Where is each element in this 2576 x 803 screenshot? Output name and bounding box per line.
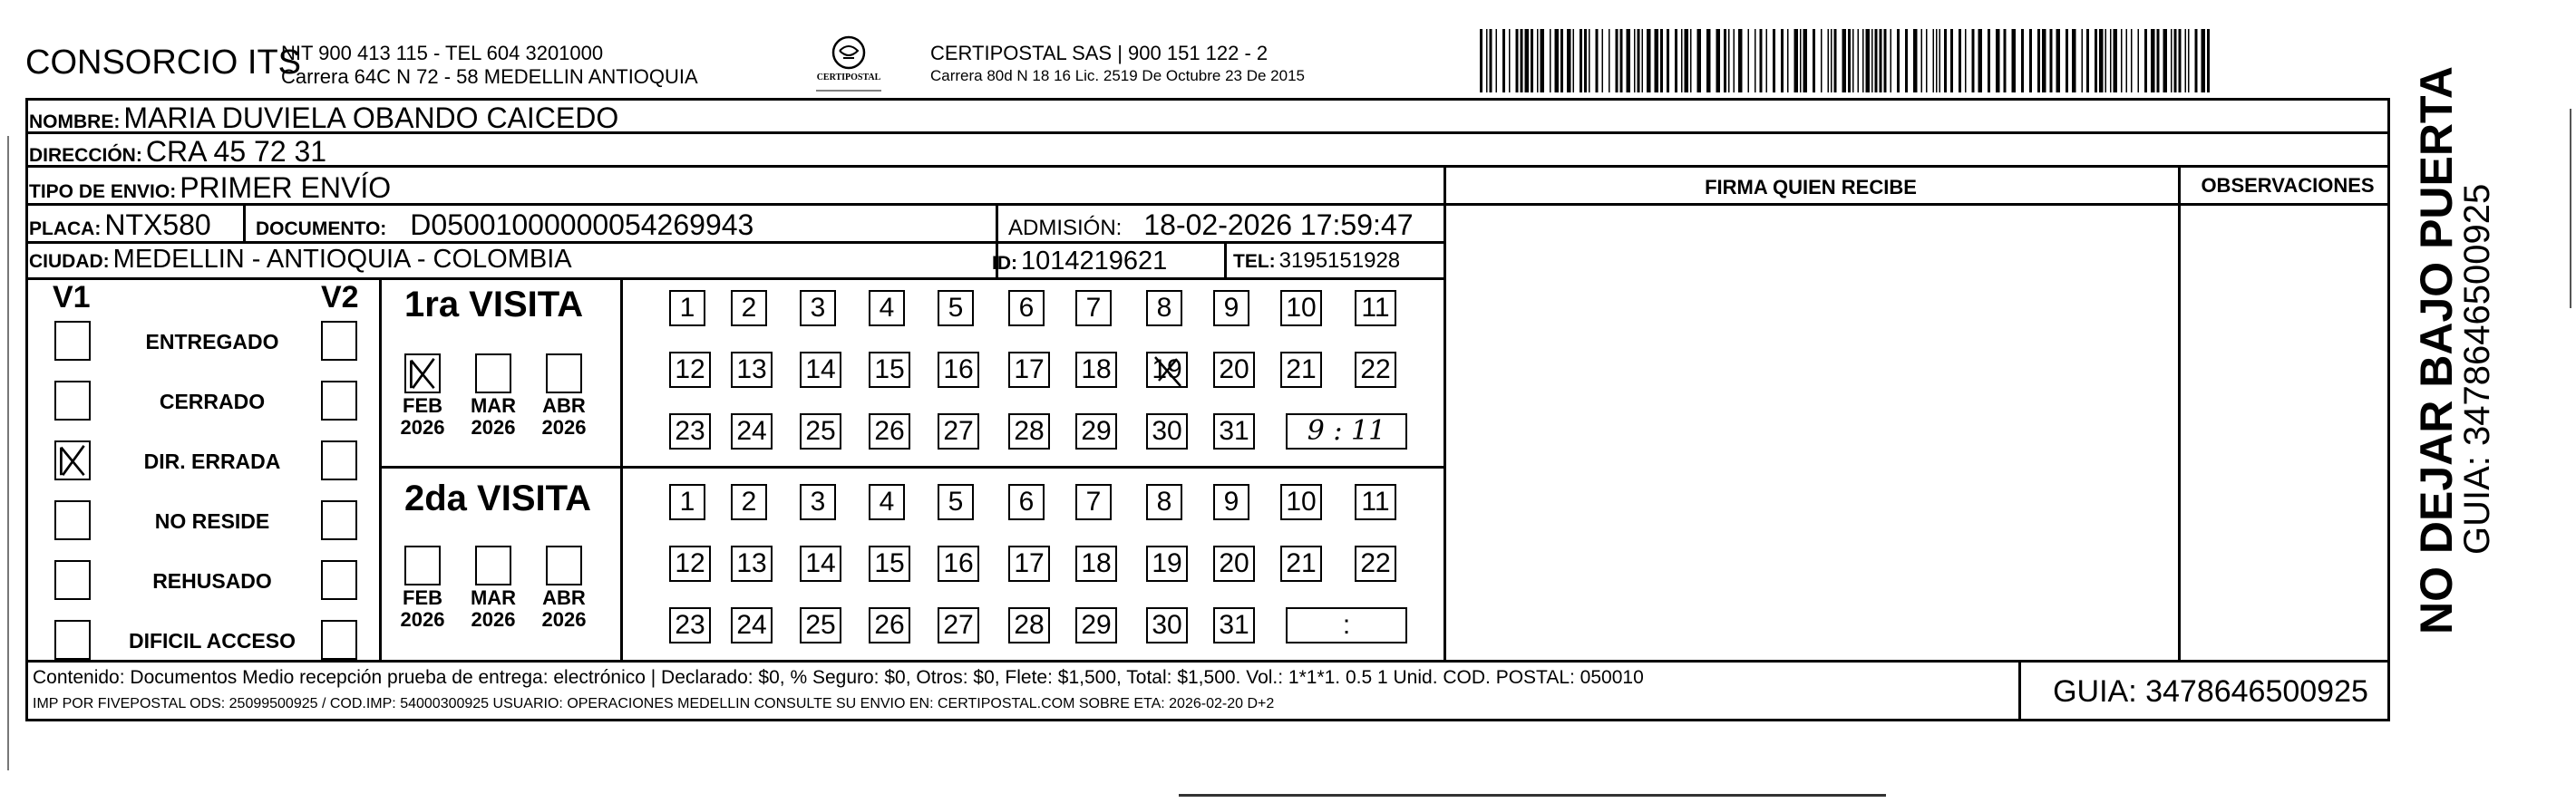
month-label: MAR (470, 394, 517, 417)
side-guia: GUIA: 3478646500925 (2457, 183, 2497, 555)
month-year: 2026 (541, 608, 587, 631)
day-box[interactable]: 20 (1213, 546, 1255, 582)
v1-checkbox[interactable] (54, 381, 91, 421)
tipo-envio-value: PRIMER ENVÍO (180, 171, 392, 204)
day-box[interactable]: 27 (938, 413, 979, 450)
placa-value: NTX580 (104, 208, 211, 241)
day-box[interactable]: 11 (1355, 484, 1396, 520)
time-box[interactable]: : (1286, 607, 1407, 643)
day-box[interactable]: 17 (1008, 546, 1050, 582)
day-box[interactable]: 28 (1008, 413, 1050, 450)
day-box[interactable]: 29 (1075, 413, 1117, 450)
id-label: ID: (992, 253, 1017, 274)
nombre-value: MARIA DUVIELA OBANDO CAICEDO (123, 102, 619, 134)
direccion-label: DIRECCIÓN: (29, 145, 142, 166)
v2-checkbox[interactable] (321, 440, 357, 480)
ciudad-label: CIUDAD: (29, 251, 110, 272)
day-box[interactable]: 6 (1008, 484, 1045, 520)
day-box[interactable]: 21 (1280, 546, 1322, 582)
day-box[interactable]: 17 (1008, 352, 1050, 388)
v1-checkbox[interactable] (54, 560, 91, 600)
day-box[interactable]: 31 (1213, 607, 1255, 643)
day-box[interactable]: 14 (800, 352, 841, 388)
day-box[interactable]: 13 (731, 546, 773, 582)
v2-label: V2 (321, 280, 359, 314)
day-box[interactable]: 26 (869, 413, 910, 450)
barcode (1480, 29, 2214, 92)
status-label: CERRADO (159, 390, 266, 413)
nombre-label: NOMBRE: (29, 111, 121, 132)
day-box[interactable]: 30 (1146, 413, 1188, 450)
day-box[interactable]: 3 (800, 484, 836, 520)
month-checkbox[interactable] (404, 546, 441, 585)
day-box[interactable]: 10 (1280, 484, 1322, 520)
day-box[interactable]: 15 (869, 546, 910, 582)
day-box[interactable]: 12 (669, 546, 711, 582)
no-dejar-bajo-puerta: NO DEJAR BAJO PUERTA (2411, 66, 2462, 634)
day-box[interactable]: 29 (1075, 607, 1117, 643)
day-box[interactable]: 8 (1146, 290, 1182, 326)
v1-checkbox[interactable] (54, 321, 91, 361)
status-label: ENTREGADO (145, 330, 279, 353)
status-label: NO RESIDE (154, 509, 270, 533)
observaciones-label: OBSERVACIONES (2201, 174, 2375, 197)
certipostal-line: CERTIPOSTAL SAS | 900 151 122 - 2 (930, 42, 1269, 64)
v1-checkbox[interactable] (54, 440, 91, 480)
month-label: MAR (470, 586, 517, 609)
status-label: DIFICIL ACCESO (128, 629, 296, 653)
day-box[interactable]: 5 (938, 484, 974, 520)
day-box[interactable]: 1 (669, 484, 705, 520)
v1-checkbox[interactable] (54, 620, 91, 660)
day-box[interactable]: 4 (869, 290, 905, 326)
day-box[interactable]: 20 (1213, 352, 1255, 388)
day-box[interactable]: 11 (1355, 290, 1396, 326)
ciudad-value: MEDELLIN - ANTIOQUIA - COLOMBIA (112, 245, 572, 274)
placa-label: PLACA: (29, 218, 102, 239)
v2-checkbox[interactable] (321, 560, 357, 600)
day-box[interactable]: 23 (669, 607, 711, 643)
month-label: ABR (542, 586, 586, 609)
day-box[interactable]: 27 (938, 607, 979, 643)
day-box[interactable]: 3 (800, 290, 836, 326)
day-box[interactable]: 22 (1355, 546, 1396, 582)
month-year: 2026 (400, 416, 445, 439)
documento-value: D05001000000054269943 (410, 208, 754, 241)
v2-checkbox[interactable] (321, 381, 357, 421)
day-box[interactable]: 2 (731, 290, 767, 326)
day-box[interactable]: 26 (869, 607, 910, 643)
day-box[interactable]: 25 (800, 413, 841, 450)
day-box[interactable]: 6 (1008, 290, 1045, 326)
day-box[interactable]: 28 (1008, 607, 1050, 643)
status-label: REHUSADO (152, 569, 272, 593)
day-box[interactable]: 18 (1075, 352, 1117, 388)
certipostal-logo (811, 34, 887, 96)
admision-value: 18-02-2026 17:59:47 (1143, 208, 1414, 241)
day-box[interactable]: 13 (731, 352, 773, 388)
day-box[interactable]: 30 (1146, 607, 1188, 643)
v2-checkbox[interactable] (321, 321, 357, 361)
month-checkbox[interactable] (546, 353, 582, 393)
month-checkbox[interactable] (546, 546, 582, 585)
day-box[interactable]: 22 (1355, 352, 1396, 388)
firma-label: FIRMA QUIEN RECIBE (1705, 176, 1917, 198)
id-value: 1014219621 (1021, 247, 1168, 276)
visit2-title: 2da VISITA (404, 479, 591, 518)
time-box[interactable]: 9 : 11 (1286, 413, 1407, 450)
month-year: 2026 (471, 416, 516, 439)
edge-line-left (7, 136, 9, 770)
visit1-title: 1ra VISITA (404, 285, 584, 324)
day-box[interactable]: 18 (1075, 546, 1117, 582)
month-year: 2026 (541, 416, 587, 439)
month-label: ABR (542, 394, 586, 417)
footer-guia: GUIA: 3478646500925 (2053, 674, 2368, 709)
day-box[interactable]: 7 (1075, 484, 1112, 520)
v1-label: V1 (53, 280, 91, 314)
day-box[interactable]: 9 (1213, 290, 1249, 326)
day-box[interactable]: 8 (1146, 484, 1182, 520)
day-box[interactable]: 15 (869, 352, 910, 388)
company-nit: NIT 900 413 115 - TEL 604 3201000 (281, 42, 604, 64)
day-box[interactable]: 10 (1280, 290, 1322, 326)
company-name: CONSORCIO ITS (25, 44, 302, 82)
day-box[interactable]: 24 (731, 413, 773, 450)
day-box[interactable]: 19 (1146, 546, 1188, 582)
month-checkbox[interactable] (404, 353, 441, 393)
documento-label: DOCUMENTO: (256, 218, 387, 239)
day-box[interactable]: 23 (669, 413, 711, 450)
day-box[interactable]: 2 (731, 484, 767, 520)
certipostal-address: Carrera 80d N 18 16 Lic. 2519 De Octubre 23 De 2015 (930, 67, 1305, 84)
v1-checkbox[interactable] (54, 500, 91, 540)
day-box[interactable]: 16 (938, 546, 979, 582)
day-box[interactable]: 25 (800, 607, 841, 643)
v2-checkbox[interactable] (321, 500, 357, 540)
day-box[interactable]: 5 (938, 290, 974, 326)
logo-text: CERTIPOSTAL (816, 73, 881, 82)
day-box[interactable]: 31 (1213, 413, 1255, 450)
v2-checkbox[interactable] (321, 620, 357, 660)
day-box[interactable]: 4 (869, 484, 905, 520)
month-label: FEB (403, 394, 442, 417)
month-year: 2026 (400, 608, 445, 631)
month-label: FEB (403, 586, 442, 609)
month-year: 2026 (471, 608, 516, 631)
day-box[interactable]: 9 (1213, 484, 1249, 520)
footer-content-line: Contenido: Documentos Medio recepción prueba de entrega: electrónico | Declarado: $0, % Seguro: $0, Otros: $0, Flete: $1,500, Total: $1,500. Vol.: 1*1*1. 0.5 1 Unid. COD. POSTAL: 050010 (33, 667, 1644, 688)
edge-line-right (2570, 109, 2571, 308)
tel-label: TEL: (1233, 251, 1276, 272)
bottom-cut-line (1179, 794, 1886, 797)
day-box[interactable]: 1 (669, 290, 705, 326)
tel-value: 3195151928 (1278, 248, 1401, 273)
day-box[interactable]: 14 (800, 546, 841, 582)
footer-imp-line: IMP POR FIVEPOSTAL ODS: 25099500925 / COD.IMP: 54000300925 USUARIO: OPERACIONES MEDELLIN CONSULTE SU ENVIO EN: CERTIPOSTAL.COM SOBRE ETA: 2026-02-20 D+2 (33, 696, 1275, 711)
day-box[interactable]: 24 (731, 607, 773, 643)
company-address: Carrera 64C N 72 - 58 MEDELLIN ANTIOQUIA (281, 65, 698, 88)
status-label: DIR. ERRADA (143, 450, 281, 473)
day-box[interactable]: 12 (669, 352, 711, 388)
month-checkbox[interactable] (475, 353, 511, 393)
direccion-value: CRA 45 72 31 (145, 135, 327, 168)
day-box[interactable]: 21 (1280, 352, 1322, 388)
month-checkbox[interactable] (475, 546, 511, 585)
day-box[interactable]: 7 (1075, 290, 1112, 326)
admision-label: ADMISIÓN: (1008, 216, 1123, 240)
day-box[interactable]: 19 (1146, 352, 1188, 388)
tipo-envio-label: TIPO DE ENVIO: (29, 181, 177, 202)
day-box[interactable]: 16 (938, 352, 979, 388)
